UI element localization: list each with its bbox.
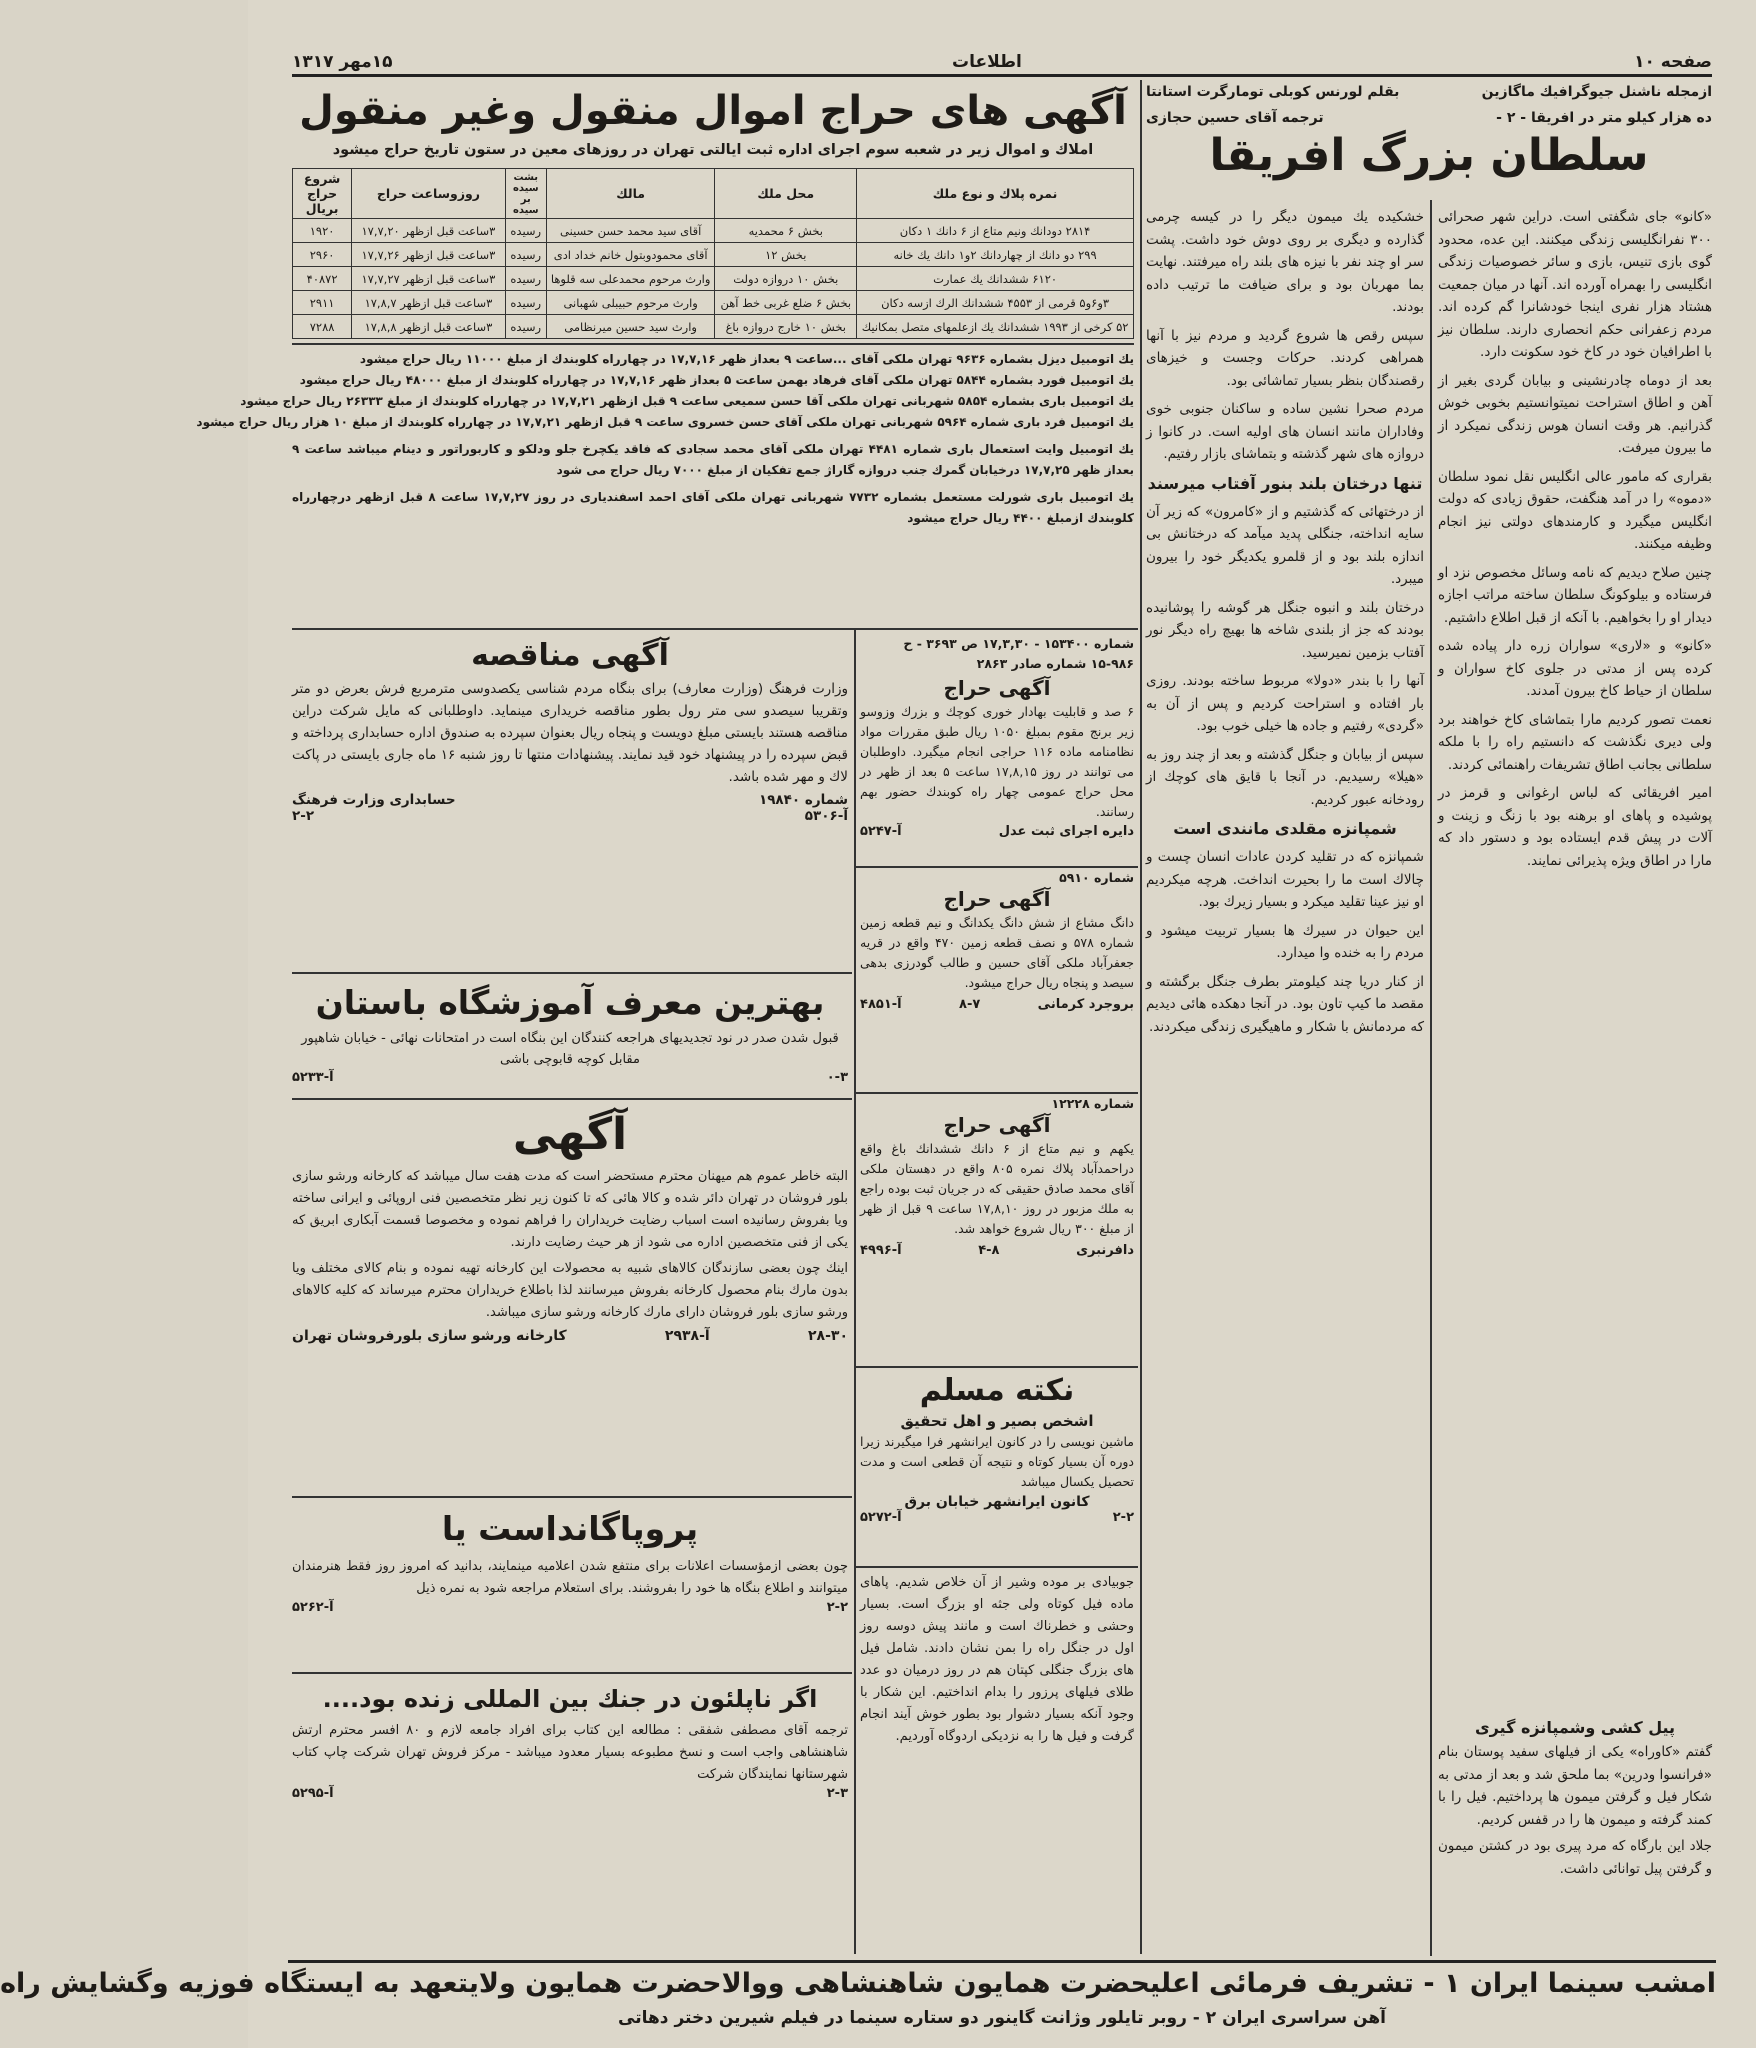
factory-ref: آ-۲۹۳۸ (664, 1328, 710, 1344)
notice-number: شماره ۵۹۱۰ (1059, 870, 1134, 885)
notice-run: ۴-۸ (978, 1243, 1000, 1258)
paragraph: امیر افریقائی که لباس ارغوانی و قرمز در پوشیده و پاهای او برهنه بود با زنگ و زینت و آلات در پیش قدم ایستاده بود و دستور داد که مارا در اطاق ویژه پذیرائی نمایند. (1438, 785, 1712, 869)
issue-date: ۱۵مهر ۱۳۱۷ (292, 52, 393, 72)
notice-title: آگهی حراج (943, 676, 1051, 700)
maxim-signature: کانون ایرانشهر خیابان برق (904, 1494, 1090, 1510)
article-source: ازمجله ناشنل جیوگرافیك ماگازین (1481, 84, 1712, 100)
auction-note: یك اتومبیل باری بشماره ۵۸۵۴ شهربانی تهران ملکی آقا حسن سمیعی ساعت ۹ قبل ازظهر ۱۷,۷,۲۱ در چهارراه کلوبندك از مبلغ ۲۶۳۳۳ ریال حراج میشود (240, 394, 1134, 408)
section-heading: پیل کشی وشمپانزه گیری (1474, 1718, 1676, 1737)
paper-name: اطلاعات (952, 52, 1022, 72)
col-header: نمره پلاك و نوع ملك (857, 169, 1134, 219)
notice-number: شماره ۱۵۳۴۰۰ - ۱۷,۳,۳۰ ص ۳۶۹۳ - ح ۹۸۶-۱۵ شماره صادر ۲۸۶۳ (903, 636, 1134, 671)
notice-title: آگهی حراج (943, 887, 1051, 911)
notice-body: دانگ مشاع از شش دانگ یکدانگ و نیم قطعه زمین شماره ۵۷۸ و نصف قطعه زمین ۴۷۰ واقع در قریه جعفرآباد ملکی آقای حسین و طالب گودرزی بدهی سیصد و پنجاه ریال حراج میشود. (860, 915, 1134, 990)
book-body: ترجمه آقای مصطفی شفقی : مطالعه این کتاب برای افراد جامعه لازم و ۸۰ افسر محترم ارتش شاهنشاهی واجب است و نسخ مطبوعه بسیار معدود میباشد - مرکز فروش تهران شرکت چاپ کتاب شهرستانها نمایندگان شرکت (292, 1723, 849, 1782)
article-section-elephant (1438, 1718, 1712, 1954)
page-number: صفحه ۱۰ (1634, 52, 1712, 72)
paragraph: شمپانزه که در تقلید کردن عادات انسان چست و چالاك است ما را بحیرت انداخت. هرچه میکردیم او نیز عینا تقلید میکرد و بسیار زیرك بود. (1146, 849, 1424, 910)
paragraph: «کانو» و «لاری» سواران زره دار پیاده شده کرده پس از مدتی در جلوی کاخ سواران و سلطان از حیاط کاخ بیرون آمدند. (1438, 638, 1712, 699)
notice-signature: دایره اجرای ثبت عدل (998, 824, 1134, 839)
article-continuation (860, 1572, 1134, 1952)
table-row: ۲۸۱۴ دودانك ونیم متاع از ۶ دانك ۱ دكان بخش ۶ محمدیه آقای سید محمد حسن حسینی رسیده ۳ساعت قبل ازظهر ۱۷,۷,۲۰ ۱۹۲۰ (293, 219, 1134, 243)
paragraph: درختان بلند و انبوه جنگل هر گوشه را پوشانیده بودند که جز از بلندی شاخه ها بهیچ راه دیگر نور آفتاب بزمین نمیرسید. (1146, 599, 1424, 661)
notice-body: ۶ صد و قابلیت بهادار خوری کوچك و بزرك وزوسو زیر برنج مقوم بمبلغ ۱۰۵۰ ریال طبق مقررات مواد نظامنامه ماده ۱۱۶ حراجی انجام میگیرد. داوطلبان می توانند در روز ۱۷,۸,۱۵ ساعت ۵ بعد از ظهر در محل حراج عمومی چهار راه کوبندك حضور بهم رسانند. (860, 704, 1134, 819)
article-column-1 (1438, 206, 1712, 1706)
propaganda-title: پروپاگانداست یا (441, 1509, 699, 1548)
section-rule (856, 1566, 1138, 1568)
tender-run: ۲-۲ (292, 808, 315, 824)
section-rule (856, 1092, 1138, 1094)
column-rule (1140, 80, 1142, 1954)
paragraph: خشکیده یك میمون دیگر را در کیسه چرمی گذارده و دیگری بر روی دوش خود داشت. پشت سر او چند نفر با نیزه های بلند راه میرفتند. نهایت بما مهربان بود و برای ضیافت ما ترتیب داده بودند. (1146, 209, 1424, 315)
section-heading: تنها درختان بلند بنور آفتاب میرسند (1147, 473, 1423, 493)
page-header (292, 50, 1712, 77)
auction-notice-2 (860, 634, 1134, 864)
auction-notice-3 (860, 870, 1134, 1090)
section-rule (856, 1366, 1138, 1368)
maxim-title: نکته مسلم (919, 1373, 1075, 1408)
tender-ad (292, 634, 848, 970)
notice-ref: آ-۴۹۹۶ (860, 1243, 902, 1258)
book-run: ۲-۳ (826, 1786, 848, 1801)
section-rule (292, 1672, 852, 1674)
auction-notes (196, 343, 1135, 529)
section-rule (292, 1098, 852, 1100)
propaganda-ref: آ-۵۲۶۲ (292, 1600, 334, 1615)
paragraph: بعد از دوماه چادرنشینی و بیابان گردی بغیر از آهن و اطاق استراحت نمیتوانستیم بخوبی خوش گذرانیم. هر وقت انسان هوس زندگی نمیکرد از ما بیرون میرفت. (1438, 372, 1712, 456)
factory-run: ۲۸-۳۰ (808, 1328, 848, 1344)
school-ref: آ-۵۲۳۳ (292, 1070, 334, 1085)
tender-ref: آ-۵۳۰۶ (804, 808, 848, 824)
table-row: ۳و۶و۵ قرمی از ۴۵۵۳ ششدانك الرك ازسه دكان بخش ۶ ضلع غربی خط آهن وارث مرحوم حبیبلی شهبانی رسیده ۳ساعت قبل ازظهر ۱۷,۸,۷ ۲۹۱۱ (293, 291, 1134, 315)
paragraph: «کانو» جای شگفتی است. دراین شهر صحرائی ۳۰۰ نفرانگلیسی زندگی میکنند. این عده، محدود گوی بازی تنیس، بازی و سائر خصوصیات زندگی انگلیسی را بهمراه آورده اند. آنها در میان جمعیت هشتاد هزار نفری اینجا خودشانرا گم کرده اند. مردم زعفرانی حکم انحصاری دارند. سلطان نیز با اطرافیان خود در کاخ خود سکونت دارد. (1438, 209, 1712, 360)
paragraph: گفتم «کاوراه» یکی از فیلهای سفید پوستان بنام «فرانسوا ودرین» بما ملحق شد و بعد از مدتی به شکار فیل و گرفتن میمون ها پرداختیم. فیل را با کمند گرفته و میمون ها را در قفس کردیم. (1438, 1744, 1712, 1828)
col-header: بشت سیده بر سیده (505, 169, 546, 219)
table-row: ۶۱۲۰ ششدانك یك عمارت بخش ۱۰ دروازه دولت وارث مرحوم محمدعلی سه قلوها رسیده ۳ساعت قبل ازظهر ۱۷,۷,۲۷ ۴۰۸۷۲ (293, 267, 1134, 291)
paragraph: این حیوان در سیرك ها بسیار تربیت میشود و مردم را به خنده وا میدارد. (1146, 922, 1424, 961)
table-row: ۲۹۹ دو دانك از چهاردانك ۲و۱ دانك یك خانه بخش ۱۲ آقای محمودوبتول خانم خداد ادی رسیده ۳ساعت قبل ازظهر ۱۷,۷,۲۶ ۲۹۶۰ (293, 243, 1134, 267)
paragraph: از درختهائی که گذشتیم و از «کامرون» که زیر آن سایه انداخته، جنگلی پدید میآمد که درختانش بی اندازه بلند بود و از قلمرو یکدیگر خود را بیرون میبرد. (1146, 503, 1424, 587)
book-title: اگر ناپلئون در جنك بین المللی زنده بود.... (322, 1685, 818, 1713)
notice-body: یکهم و نیم متاع از ۶ دانك ششدانك باغ واقع دراحمدآباد پلاك نمره ۸۰۵ واقع در دهستان ملکی آقای محمد صادق حقیقی که در جریان ثبت بوده راجع به ملك مزبور در روز ۱۷,۸,۱۰ ساعت ۹ قبل از ظهر از مبلغ ۳۰۰ ریال شروع خواهد شد. (860, 1141, 1134, 1236)
cinema-line-2: آهن سراسری ایران ۲ - روبر تایلور وژانت گاینور دو ستاره سینما در فیلم شیرین دختر دهاتی (618, 2008, 1386, 2028)
col-header: شروع حراج بریال (293, 169, 352, 219)
tender-signature: حسابداری وزارت فرهنگ (292, 792, 456, 808)
paragraph: سپس رقص ها شروع گردید و مردم نیز با آنها همراهی کردند. حرکات وجست و خیزهای رقصندگان بنظر بسیار تماشائی بود. (1146, 327, 1424, 389)
tender-title: آگهی مناقصه (471, 638, 669, 673)
paragraph: چنین صلاح دیدیم که نامه وسائل مخصوص نزد او فرستاده و بیلوکونگ سلطان ساخته مراتب اجازه دیدار او را بخواهیم. با آنکه از قبل اطلاع داشتیم. (1438, 564, 1712, 626)
paragraph: جوبیادی بر موده وشیر از آن خلاص شدیم. پاهای ماده فیل کوتاه ولی جثه او بزرگ است. بسیار وحشی و خطرناك است و مانند پیش دوسه روز اول در جنگل راه را بمن نشان دادند. شامل فیل های بزرگ جنگلی کپتان هم در روز درمیان دو عدد طلای فیلهای پرزور را بدام انداختیم. این شکار با وجود آنکه بسیار دشوار بود بطور خوش آیند انجام گرفت و فیل ها را به نزدیکی اردوگاه آوردیم. (860, 1575, 1134, 1744)
article-series: ده هزار کیلو متر در افریقا - ۲ - (1496, 110, 1712, 126)
auction-section (196, 84, 1135, 628)
notice-ref: آ-۵۲۴۷ (860, 824, 902, 839)
section-heading: شمپانزه مقلدی مانندی است (1173, 819, 1397, 838)
propaganda-body: چون بعضی ازمؤسسات اعلانات برای منتفع شدن اعلامیه مینمایند، بدانید که امروز روز فقط هنرمندان میتوانند و اطلاع بنگاه ها خود را بفروشند. برای استعلام مراجعه شود به نمره ذیل (292, 1559, 848, 1596)
propaganda-run: ۲-۲ (826, 1600, 848, 1615)
auction-note: یك اتومبیل فورد بشماره ۵۸۴۴ تهران ملکی آقای فرهاد بهمن ساعت ۵ بعداز ظهر ۱۷,۷,۱۶ در چهارراه کلوبندك از مبلغ ۴۸۰۰۰ ریال حراج میشود (299, 373, 1134, 387)
notice-number: شماره ۱۲۲۲۸ (1051, 1096, 1134, 1111)
article-author: بقلم لورنس کوبلی تومارگرت استانتا (1146, 84, 1400, 100)
maxim-ref: آ-۵۲۷۲ (860, 1510, 902, 1525)
article-header (1146, 84, 1712, 196)
col-header: روزوساعت حراج (352, 169, 506, 219)
maxim-ad (860, 1370, 1134, 1564)
book-ref: آ-۵۲۹۵ (292, 1786, 334, 1801)
auction-note: یك اتومبیل باری شورلت مستعمل بشماره ۷۷۳۲ شهربانی تهران ملکی آقای احمد اسفندیاری در روز ۱۷,۷,۲۷ ساعت ۸ قبل ازظهر درچهارراه کلوبندك ازمبلغ ۴۴۰۰ ریال حراج میشود (292, 490, 1135, 525)
factory-body: اینك چون بعضی سازندگان کالاهای شبیه به محصولات این کارخانه تهیه نموده و بنام کالای مختلف ویا بدون مارك بنام محصول کارخانه بفروش میرسانند لذا باطلاع خریداران محترم میرساند که کلیه کالاهای ورشو سازی بلور فروشان دارای مارك کارخانه ورشو سازی میباشد. (292, 1261, 848, 1320)
column-rule (854, 628, 856, 1954)
column-rule (1430, 200, 1432, 1956)
factory-body: البته خاطر عموم هم میهنان محترم مستحضر است که مدت هفت سال میباشد که کارخانه ورشو سازی بلور فروشان در تهران دائر شده و کالا هائی که تا کنون زیر نظر متخصصین فنی اروپائی و ایرانی ساخته ویا بفروش رسانیده است اسباب رضایت خریداران را فراهم نموده و مخصوصا قسمت آبکاری ابریق که یکی از فنی متخصصین اداره می شود از هر حیث رضایت دارند. (292, 1169, 848, 1250)
auction-subtitle: املاك و اموال زیر در شعبه سوم اجرای اداره ثبت ایالتی تهران در روزهای معین در ستون تاریخ حراج میشود (332, 142, 1094, 158)
article-translator: ترجمه آقای حسین حجازی (1146, 110, 1324, 126)
paragraph: از کنار دریا چند کیلومتر بطرف جنگل برگشته و مقصد ما کیپ تاون بود. در آنجا دهکده هائی دیدیم که مردمانش با شکار و ماهیگیری زندگی میکردند. (1146, 973, 1424, 1035)
section-rule (856, 866, 1138, 868)
maxim-body: ماشین نویسی را در کانون ایرانشهر فرا میگیرند زیرا دوره آن بسیار کوتاه و نتیجه آن قطعی است و مدت تحصیل یکسال میباشد (860, 1434, 1134, 1489)
paragraph: بقراری که مامور عالی انگلیس نقل نمود سلطان «دموه» را در آمد هنگفت، حقوق زیادی که دولت انگلیس میگیرد و کارمندهای دولتی نیز انجام وظیفه میکنند. (1438, 468, 1712, 552)
notice-signature: دافرنبری (1076, 1243, 1134, 1258)
propaganda-ad (292, 1502, 848, 1670)
paragraph: نعمت تصور کردیم مارا بتماشای کاخ خواهند برد ولی دیری نگذشت که دانستیم راه را با ملکه سلطانی بجانب اطاق تشریفات راهنمائی کردند. (1438, 711, 1712, 773)
article-column-2 (1146, 206, 1424, 1954)
table-row: ۵۲ کرخی از ۱۹۹۳ ششدانك یك ازعلمهای متصل بمکانیك بخش ۱۰ خارج دروازه باغ وارث سید حسین میرنظامی رسیده ۳ساعت قبل ازظهر ۱۷,۸,۸ ۷۲۸۸ (293, 315, 1134, 339)
paragraph: آنها را با بندر «دولا» مربوط ساخته بودند. روزی بار افتاده و استراحت کردیم و پس از آن به «گردی» رفتیم و جاده ها خیلی خوب بود. (1146, 673, 1424, 734)
col-header: محل ملك (715, 169, 857, 219)
factory-signature: کارخانه ورشو سازی بلورفروشان تهران (292, 1328, 567, 1344)
notice-title: آگهی حراج (943, 1113, 1051, 1137)
auction-table (292, 168, 1134, 339)
cinema-banner (0, 1960, 1716, 2037)
tender-body: وزارت فرهنگ (وزارت معارف) برای بنگاه مردم شناسی یکصدوسی مترمربع فرش بعرض دو متر وتقریبا سیصدو سی متر رول بطور مناقصه خریداری مینماید. داوطلبانی که مایل شرکت دراین مناقصه هستند بایستی مبلغ دویست و پنجاه ریال بعنوان سپرده به صندوق اداره حسابداری پرداخته و قبض سپرده را در پیشنهاد خود قید نمایند. پیشنهادات منتها تا روز شنبه ۱۶ ماه جاری بایستی در پاکت لاك و مهر شده باشد. (292, 681, 849, 785)
school-ad (292, 978, 848, 1096)
paragraph: سپس از بیابان و جنگل گذشته و بعد از چند روز به «هیلا» رسیدیم. در آنجا با قایق های کوچك از رودخانه عبور کردیم. (1146, 746, 1424, 808)
paragraph: مردم صحرا نشین ساده و ساکنان جنوبی خوی وفاداران مانند انسان های اولیه است. در کانوا ز دروازه های شهر گذشته و بتماشای بازار رفتیم. (1146, 401, 1424, 462)
tender-number: شماره ۱۹۸۴۰ (758, 792, 848, 808)
auction-notice-4 (860, 1096, 1134, 1364)
notice-run: ۸-۷ (959, 997, 981, 1012)
section-rule (292, 972, 852, 974)
section-rule (292, 628, 1138, 630)
section-rule (292, 1496, 852, 1498)
factory-ad (292, 1104, 848, 1494)
auction-note: یك اتومبیل وایت استعمال باری شماره ۴۴۸۱ تهران ملکی آقای محمد سجادی که فاقد یکچرخ جلو ودلکو و کاربوراتور و دینام میباشد ساعت ۹ بعداز ظهر ۱۷,۷,۲۵ درخیابان گمرك جنب دروازه گاراژ جمع تفکیان از مبلغ ۷۰۰۰ ریال حراج می شود (292, 442, 1134, 477)
auction-note: یك اتومبیل دیزل بشماره ۹۶۳۶ تهران ملکی آقای ...ساعت ۹ بعداز ظهر ۱۷,۷,۱۶ در چهارراه کلوبندك از مبلغ ۱۱۰۰۰ ریال حراج میشود (359, 352, 1134, 366)
notice-signature: بروجرد کرمانی (1037, 997, 1134, 1012)
book-ad (292, 1678, 848, 1828)
article-title: سلطان بزرگ افریقا (1209, 130, 1649, 181)
maxim-subtitle: اشخص بصیر و اهل تحقیق (900, 1412, 1094, 1430)
paragraph: جلاد این بارگاه که مرد پیری بود در کشتن میمون و گرفتن پیل توانائی داشت. (1438, 1838, 1712, 1877)
school-title: بهترین معرف آموزشگاه باستان (315, 983, 825, 1022)
auction-title: آگهی های حراج اموال منقول وغیر منقول (299, 88, 1127, 134)
col-header: مالك (546, 169, 715, 219)
school-run: ۰-۳ (826, 1070, 848, 1085)
factory-title: آگهی (512, 1109, 628, 1160)
maxim-run: ۲-۲ (1112, 1510, 1134, 1525)
notice-ref: آ-۴۸۵۱ (860, 997, 902, 1012)
auction-note: یك اتومبیل فرد باری شماره ۵۹۶۴ شهربانی تهران ملکی آقای حسن خسروی ساعت ۹ قبل ازظهر ۱۷,۷,۲۱ در چهارراه کلوبندك از مبلغ ۱۰ هزار ریال حراج میشود (196, 415, 1134, 429)
cinema-line-1: امشب سینما ایران ۱ - تشریف فرمائی اعلیحضرت همایون شاهنشاهی ووالاحضرت همایون ولایتعهد به ایستگاه فوزیه وگشایش راه (0, 1968, 1716, 1999)
school-body: قبول شدن صدر در نود تجدیدیهای هراجعه کنندگان این بنگاه است در امتحانات نهائی - خیابان شاهپور مقابل کوچه قابوچی باشی (301, 1031, 839, 1067)
